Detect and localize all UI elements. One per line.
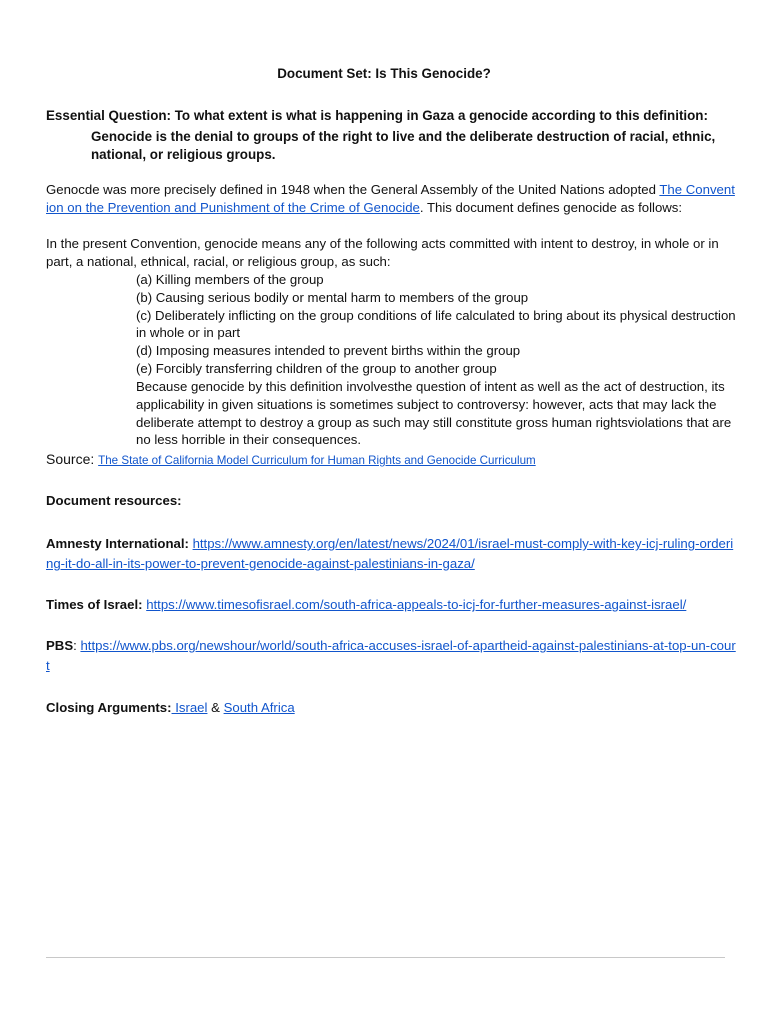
resource-times-of-israel xyxy=(46,595,736,615)
essential-question xyxy=(46,107,736,125)
resource-separator: : xyxy=(73,638,81,653)
resource-label: Amnesty International: xyxy=(46,536,189,551)
essential-question-label: Essential Question: xyxy=(46,108,172,123)
ampersand: & xyxy=(207,700,224,715)
controversy-note: Because genocide by this definition involvesthe question of intent as well as the act of destruction, its applicability in given situations is sometimes subject to controversy: however, acts that may lack the deliberate attempt to destroy a group as such may still constitute gross human rightsviolations that are no less horrible in their consequences. xyxy=(136,379,732,448)
essential-question-text: To what extent is what is happening in Gaza a genocide according to this definition: xyxy=(174,108,708,123)
acts-list xyxy=(136,271,736,378)
list-item: (a) Killing members of the group xyxy=(136,272,324,287)
resources-heading: Document resources: xyxy=(46,493,182,508)
resource-label: Times of Israel: xyxy=(46,597,143,612)
amnesty-link[interactable]: https://www.amnesty.org/en/latest/news/2024/01/israel-must-comply-with-key-icj-ruling-ordering-it-do-all-in-its-power-to-prevent-genocide-against-palestinians-in-gaza/ xyxy=(46,536,734,571)
list-item: (e) Forcibly transferring children of the group to another group xyxy=(136,360,497,376)
closing-label: Closing Arguments: xyxy=(46,700,172,715)
israel-link[interactable]: Israel xyxy=(171,700,208,715)
resource-amnesty xyxy=(46,534,736,574)
list-item: (c) Deliberately inflicting on the group conditions of life calculated to bring about its physical destruction in whole or in part xyxy=(136,307,736,341)
resource-label: PBS xyxy=(46,638,74,653)
resource-pbs xyxy=(46,636,736,676)
source-line xyxy=(46,450,746,470)
convention-link[interactable]: The Convention on the Prevention and Punishment of the Crime of Genocide xyxy=(46,182,735,215)
list-item: (b) Causing serious bodily or mental harm to members of the group xyxy=(136,289,529,305)
genocide-definition: Genocide is the denial to groups of the right to live and the deliberate destruction of racial, ethnic, national, or religious groups. xyxy=(91,129,716,162)
source-label: Source: xyxy=(46,451,99,467)
intro-text: Genocde was more precisely defined in 1948 when the General Assembly of the United Nations adopted xyxy=(46,182,660,197)
document-title: Document Set: Is This Genocide? xyxy=(277,66,491,81)
intro-paragraph xyxy=(46,181,736,217)
footer-divider xyxy=(46,957,725,958)
south-africa-link[interactable]: South Africa xyxy=(223,700,295,715)
closing-arguments xyxy=(46,698,736,718)
times-of-israel-link[interactable]: https://www.timesofisrael.com/south-africa-appeals-to-icj-for-further-measures-against-israel/ xyxy=(146,597,687,612)
pbs-link[interactable]: https://www.pbs.org/newshour/world/south-africa-accuses-israel-of-apartheid-against-palestinians-at-top-un-court xyxy=(46,638,736,673)
source-link[interactable]: The State of California Model Curriculum for Human Rights and Genocide Curriculum xyxy=(98,454,536,467)
list-item: (d) Imposing measures intended to prevent births within the group xyxy=(136,343,521,359)
intro-text-end: . This document defines genocide as follows: xyxy=(419,200,683,215)
convention-paragraph: In the present Convention, genocide means any of the following acts committed with intent to destroy, in whole or in part, a national, ethnical, racial, or religious group, as such: xyxy=(46,236,719,269)
